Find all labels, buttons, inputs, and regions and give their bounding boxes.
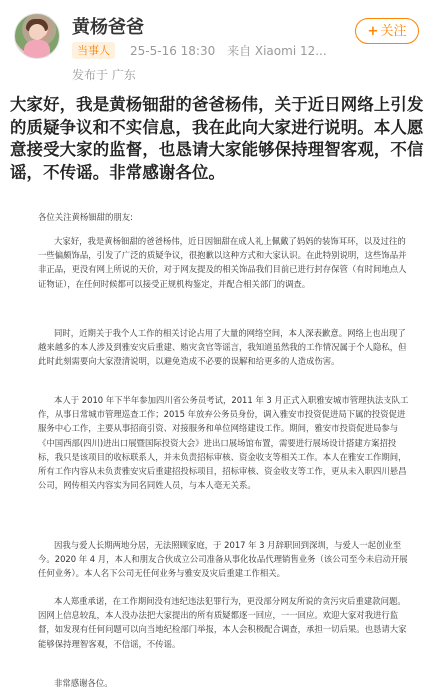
statement-closing: 非常感谢各位。 <box>54 678 113 688</box>
follow-button[interactable] <box>355 18 419 44</box>
post-device: 来自 Xiaomi 12... <box>227 44 327 58</box>
follow-label: 关注 <box>380 24 407 39</box>
avatar[interactable] <box>14 13 60 59</box>
avatar-dress <box>24 40 50 59</box>
post-headline: 大家好，我是黄杨钿甜的爸爸杨伟，关于近日网络上引发的质疑争议和不实信息，我在此向大家进行说明。本人愿意接受大家的监督，也恳请大家能够保持理智客观，不信谣，不传谣。非常感谢各位。 <box>10 95 424 182</box>
statement-paragraph-4: 因我与爱人长期两地分居，无法照顾家庭，于 2017 年 3 月辞职回到深圳，与爱人一起创业至今。2020 年 4 月，本人和朋友合伙成立公司准备从事化妆品代理销售业务（该公司至今未启动开展任何业务）。本人名下公司无任何业务与雅安及灾后重建工作相关。 <box>38 540 408 579</box>
statement-image[interactable] <box>0 210 436 696</box>
statement-salutation: 各位关注黄杨钿甜的朋友: <box>38 212 133 222</box>
statement-paragraph-3: 本人于 2010 年下半年参加四川省公务员考试，2011 年 3 月正式入职雅安城市管理执法支队工作，从事日常城市管理巡查工作；2015 年放弃公务员身份，调入雅安市投资促进局下属的投资促进服务中心工作，主要从事招商引资、对接服务和单位网络建设工作。期间，雅安市投资促进局参与《中国西部(四川)进出口展暨国际投资大会》进出口展场馆布置，需要进行展场设计搭建方案招投标，我只是该项目的收标联系人，并未负责招标审核、资金收支等相关工作。本人在雅安工作期间，所有工作内容从未负责雅安灾后重建招投标项目，招标审核、资金收支等工作，更从未入职四川悬昌公司，网传相关内容实为同名同姓人员，与本人毫无关系。 <box>38 395 409 491</box>
statement-paragraph-1: 大家好，我是黄杨钿甜的爸爸杨伟，近日因钿甜在成人礼上佩戴了妈妈的装饰耳环，以及过往的一些偏颇饰品，引发了广泛的质疑争议，很抱歉以这种方式和大家认识。在此特别说明，这些饰品并非正品，更没有网上所说的天价，对于网友提及的相关饰品我们目前已进行封存保管（有时间地点人证物证），在任何时候都可以接受正规机构鉴定，并配合相关部门的调查。 <box>38 236 407 289</box>
status-badge: 当事人 <box>72 42 115 59</box>
post-header <box>0 0 436 90</box>
avatar-face <box>29 24 45 40</box>
plus-icon: + <box>367 24 379 39</box>
statement-paragraph-2: 同时，近期关于我个人工作的相关讨论占用了大量的网络空间，本人深表歉意。网络上也出现了越来越多的本人涉及到雅安灾后重建、贿灾贪官等谣言，我知道虽然我的工作情况属于个人隐私，但此时此刻需要向大家澄清说明，以避免造成不必要的误解和给更多的人造成伤害。 <box>38 328 407 367</box>
statement-paragraph-5: 本人郑重承诺，在工作期间没有违纪违法犯罪行为，更没部分网友所说的贪污灾后重建款问题。因网上信息较乱，本人没办法把大家提出的所有质疑都逐一回应，一一回应。欢迎大家对我进行监督，如发现有任何问题可以向当地纪检部门举报，本人会积极配合调查，承担一切后果。也恳请大家能够保持理智客观，不信谣，不传谣。 <box>38 596 407 649</box>
published-location: 发布于 广东 <box>72 68 136 82</box>
user-name[interactable]: 黄杨爸爸 <box>72 17 144 38</box>
post-date: 25-5-16 18:30 <box>130 44 216 58</box>
post-meta <box>130 42 327 59</box>
